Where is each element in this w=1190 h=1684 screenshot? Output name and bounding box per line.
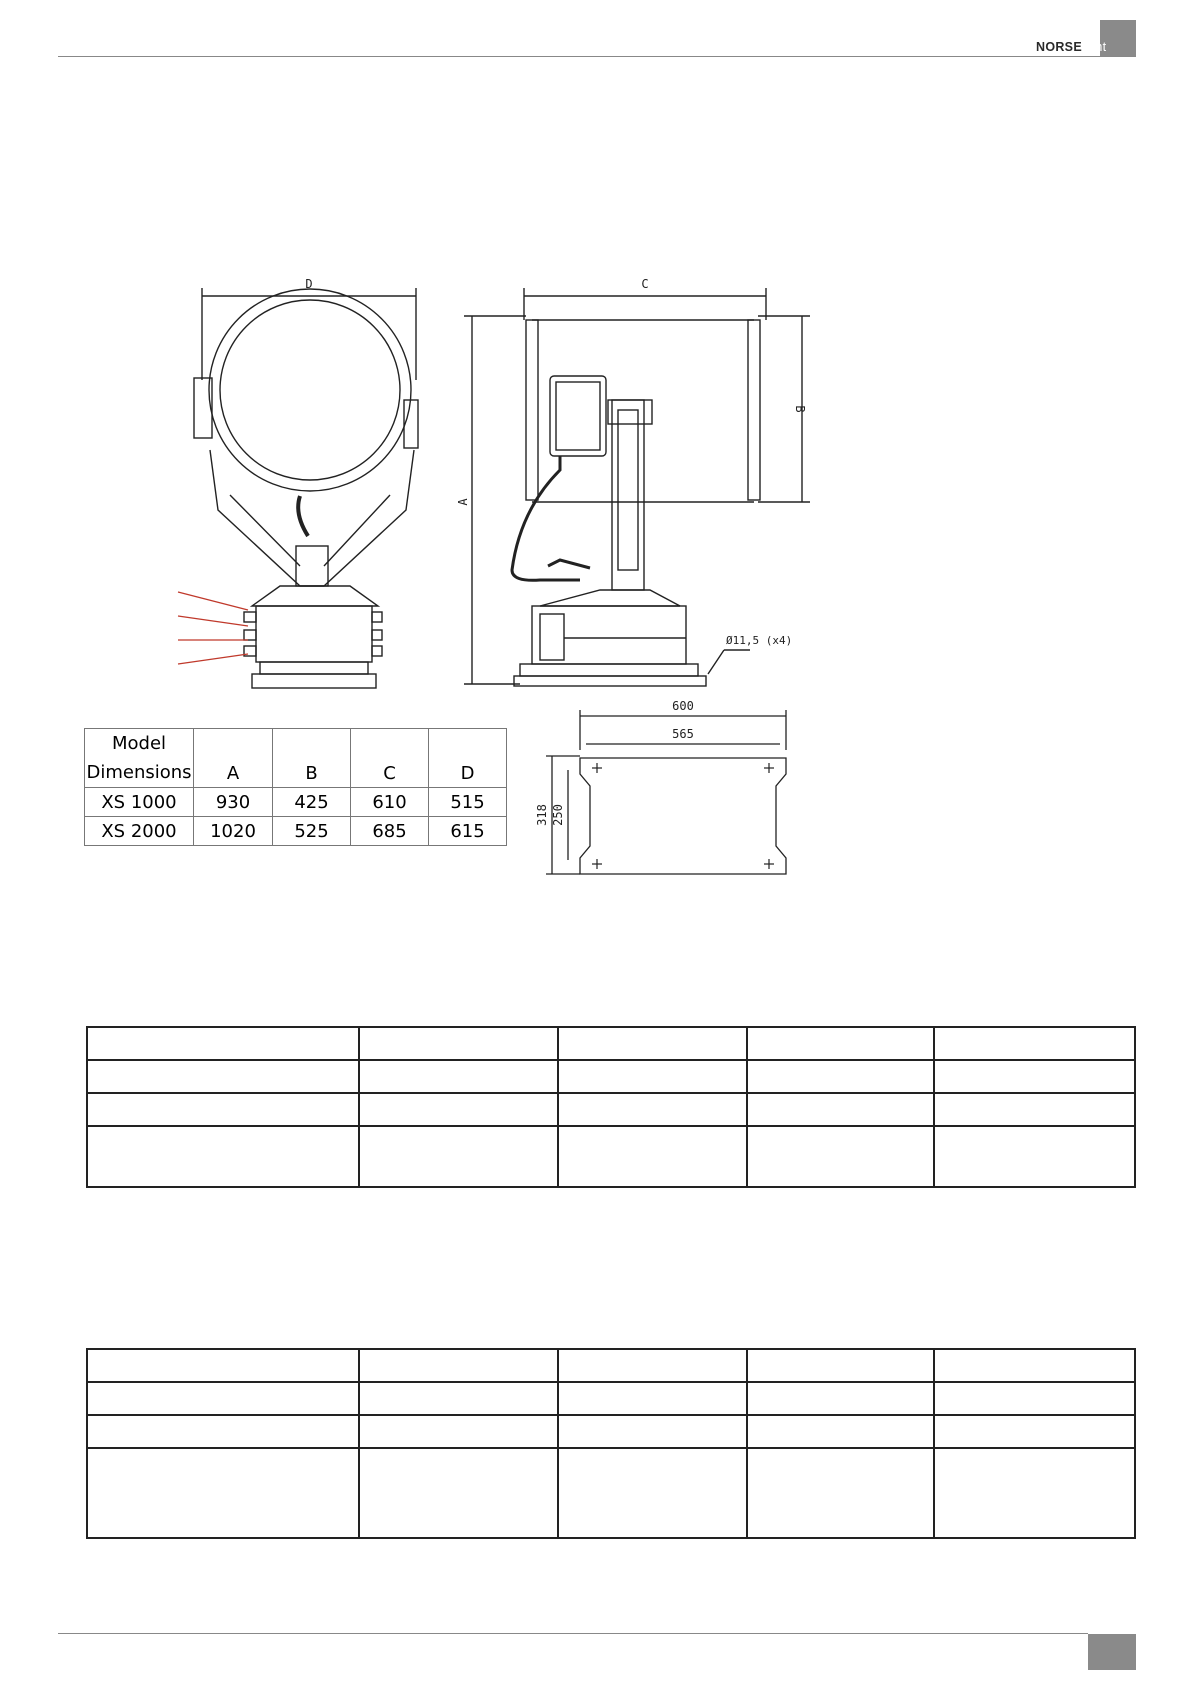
grid-cell [359,1027,558,1060]
grid-cell [934,1415,1135,1448]
value-cell: 685 [351,817,429,846]
grid-cell [747,1448,934,1538]
grid-cell [558,1126,747,1187]
grid-cell [558,1382,747,1415]
dim-label-b: B [793,405,807,413]
value-cell: 615 [429,817,507,846]
grid-cell [558,1027,747,1060]
grid-cell [747,1349,934,1382]
empty-grid-table-2 [86,1348,1136,1539]
grid-cell [934,1093,1135,1126]
grid-cell [558,1349,747,1382]
grid-cell [359,1415,558,1448]
grid-cell [747,1093,934,1126]
grid-cell [87,1093,359,1126]
brand-main: NORSE [1036,40,1082,54]
column-header: D [429,729,507,788]
column-header: A [194,729,273,788]
grid-cell [87,1415,359,1448]
grid-cell [359,1448,558,1538]
grid-cell [934,1349,1135,1382]
table-row [85,817,507,846]
corner-label-dimensions: Dimensions [86,762,192,783]
dimensions-table [84,728,507,846]
table-row [87,1060,1135,1093]
grid-cell [87,1027,359,1060]
dimensions-corner-cell [85,729,194,788]
dim-label-c: C [641,277,649,291]
grid-cell [934,1060,1135,1093]
grid-cell [934,1382,1135,1415]
grid-cell [558,1415,747,1448]
table-row [85,788,507,817]
plan-dim-250: 250 [551,804,565,826]
column-header: B [273,729,351,788]
value-cell: 425 [273,788,351,817]
brand-logo [1036,40,1106,54]
brand-sub: light [1081,40,1107,54]
plan-dim-318: 318 [535,804,549,826]
grid-cell [558,1093,747,1126]
grid-cell [359,1126,558,1187]
grid-cell [87,1060,359,1093]
table-row [87,1415,1135,1448]
value-cell: 525 [273,817,351,846]
dimensions-header-row [85,729,507,788]
table-row [87,1126,1135,1187]
value-cell: 1020 [194,817,273,846]
grid-cell [558,1060,747,1093]
grid-cell [359,1382,558,1415]
grid-cell [359,1093,558,1126]
header-rule [58,56,1136,57]
grid-cell [87,1382,359,1415]
dim-label-d: D [305,277,313,291]
value-cell: 930 [194,788,273,817]
hole-note: Ø11,5 (x4) [726,634,793,647]
grid-cell [747,1027,934,1060]
grid-cell [87,1126,359,1187]
grid-cell [934,1448,1135,1538]
table-row [87,1448,1135,1538]
dim-label-a: A [456,498,470,506]
plan-dim-565: 565 [672,727,694,741]
grid-cell [87,1448,359,1538]
grid-cell [747,1415,934,1448]
model-cell: XS 2000 [85,817,194,846]
grid-cell [747,1060,934,1093]
grid-cell [558,1448,747,1538]
grid-cell [359,1349,558,1382]
value-cell: 610 [351,788,429,817]
table-row [87,1382,1135,1415]
grid-cell [359,1060,558,1093]
table-row [87,1027,1135,1060]
base-plan-drawing [520,690,820,890]
model-cell: XS 1000 [85,788,194,817]
footer-page-block [1088,1634,1136,1670]
empty-grid-table-1 [86,1026,1136,1188]
grid-cell [747,1382,934,1415]
technical-drawing [160,270,840,690]
table-row [87,1349,1135,1382]
plan-dim-600: 600 [672,699,694,713]
grid-cell [934,1027,1135,1060]
column-header: C [351,729,429,788]
footer-rule [58,1633,1088,1634]
grid-cell [87,1349,359,1382]
corner-label-model: Model [111,733,167,754]
grid-cell [747,1126,934,1187]
grid-cell [934,1126,1135,1187]
value-cell: 515 [429,788,507,817]
table-row [87,1093,1135,1126]
